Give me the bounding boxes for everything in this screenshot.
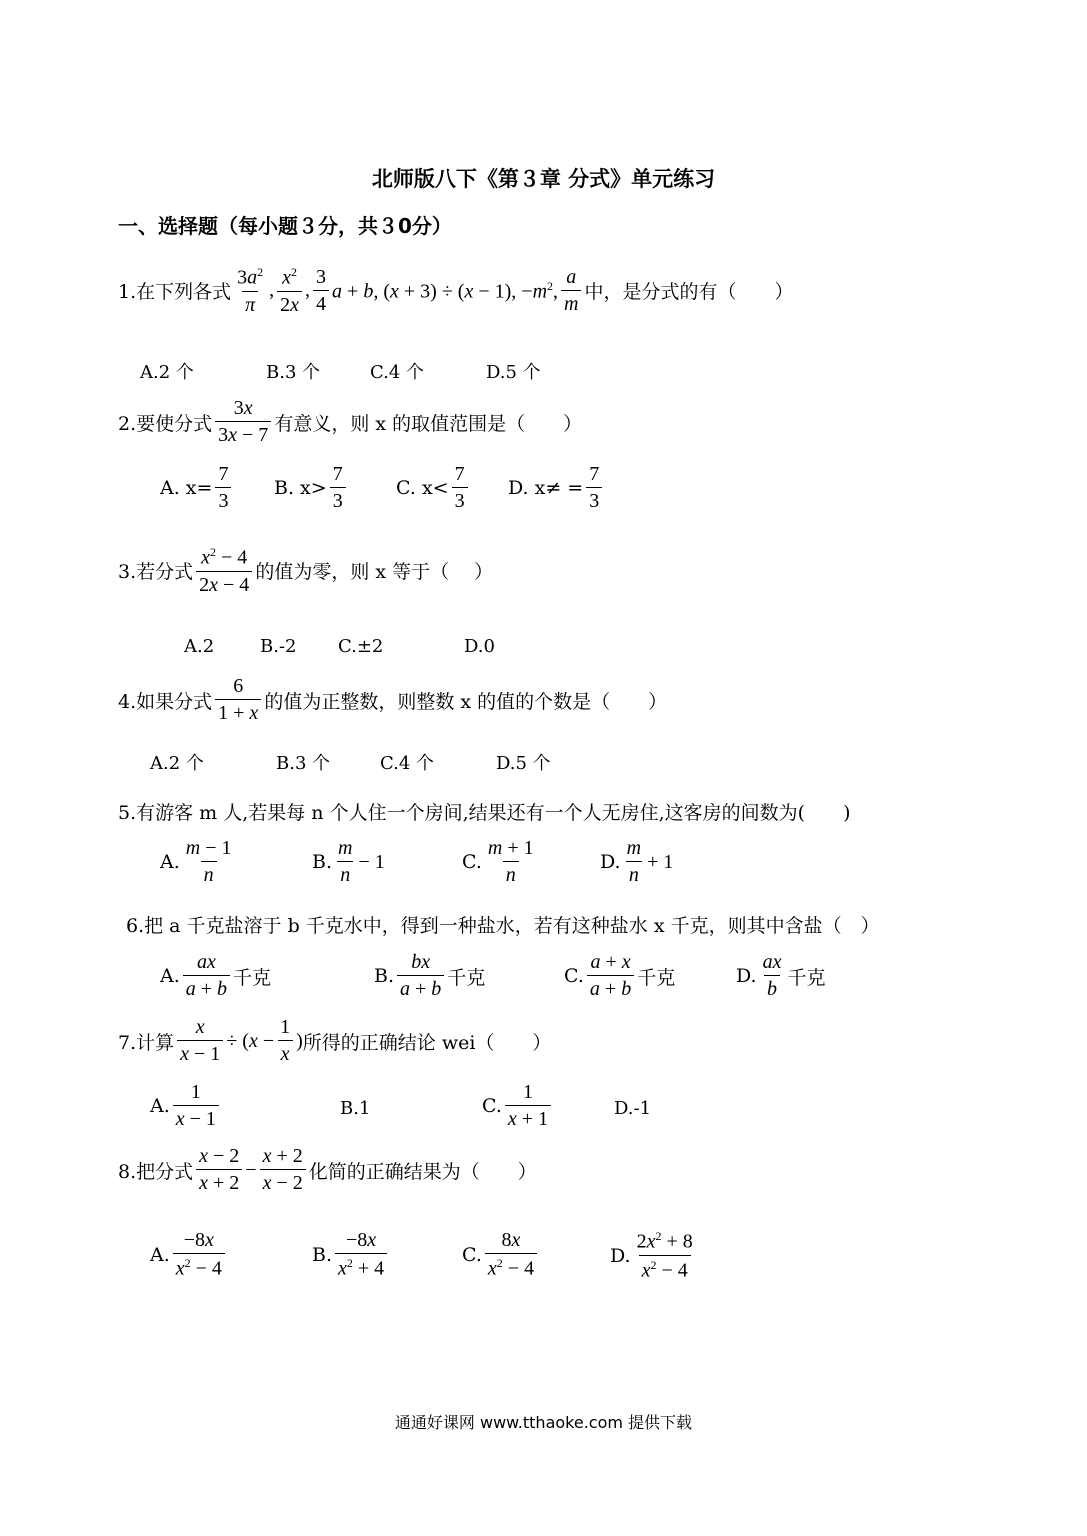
question-2: [118, 398, 582, 446]
q1-expr-last: $\frac{a}{m}$: [561, 267, 581, 315]
q6-option-b-label: B.: [374, 965, 395, 987]
q5-option-b-label: B.: [312, 851, 333, 873]
q2-prefix: 2.要使分式: [118, 412, 213, 435]
q6-option-c-unit: 千克: [637, 966, 676, 989]
q5-option-a-label: A.: [160, 851, 180, 873]
q1-option-d: D.5 个: [486, 362, 541, 383]
q3-suffix: 的值为零，则 x 等于（ ）: [255, 561, 494, 584]
q7-option-a-label: A.: [150, 1095, 170, 1117]
q4-prefix: 4.如果分式: [118, 690, 213, 713]
question-4: [118, 676, 667, 724]
q4-option-d: D.5 个: [496, 753, 551, 774]
q6-option-d: D. $\frac{ax}{b}$ 千克: [736, 951, 826, 1000]
q8-option-a-label: A.: [150, 1243, 170, 1266]
q8-option-a: A. $\frac{-8x}{x^2 - 4}$: [150, 1230, 228, 1280]
q2-option-c: C. x< $\frac{7}{3}$: [396, 464, 471, 512]
q4-option-c: C.4 个: [380, 753, 435, 774]
q7-option-a: A. $\frac{1}{x - 1}$: [150, 1082, 222, 1130]
question-7: 7.计算 $\frac{x}{x - 1}$ ÷ (x − $\frac{1}{x}$ ) 所得的正确结论 wei（ ）: [118, 1016, 552, 1065]
q7-option-b: B.1: [340, 1098, 371, 1119]
q5-option-d-label: D.: [600, 851, 621, 873]
q6-option-a-unit: 千克: [233, 966, 272, 989]
q8-option-b-label: B.: [312, 1243, 333, 1266]
q2-option-d-label: D. x≠ =: [508, 477, 584, 499]
q7-prefix: 7.计算: [118, 1031, 175, 1054]
q8-option-d: D. $\frac{2x^2 + 8}{x^2 - 4}$: [610, 1229, 693, 1282]
q6-option-a-label: A.: [160, 965, 180, 987]
q8-option-d-label: D.: [610, 1244, 631, 1267]
q1-expr-3: $\frac{3}{4}$: [313, 267, 329, 315]
q6-option-b: B. $\frac{bx}{a + b}$ 千克: [374, 951, 486, 1000]
q5-option-b: B. $\frac{m}{n}$ − 1: [312, 837, 385, 886]
q6-option-d-unit: 千克: [787, 966, 826, 989]
q2-option-d: D. x≠ = $\frac{7}{3}$: [508, 464, 605, 512]
q1-option-c: C.4 个: [370, 362, 425, 383]
q5-option-c: C. $\frac{m + 1}{n}$: [462, 837, 534, 886]
q7-suffix: 所得的正确结论 wei（ ）: [302, 1031, 552, 1054]
q1-option-a: A.2 个: [140, 362, 194, 383]
q7-expr-2: $\frac{1}{x}$: [277, 1017, 293, 1065]
q1-option-b: B.3 个: [266, 362, 321, 383]
question-8: 8.把分式 $\frac{x - 2}{x + 2}$ − $\frac{x + 2}{x - 2}$ 化简的正确结果为（ ）: [118, 1145, 537, 1194]
q6-option-d-label: D.: [736, 965, 757, 987]
footer-text: 通通好课网 www.tthaoke.com 提供下载: [394, 1413, 693, 1432]
q8-option-c-label: C.: [462, 1243, 482, 1266]
q6-option-c: C. $\frac{a + x}{a + b}$ 千克: [564, 951, 676, 1000]
q1-expr-1: $\frac{3a^2}{\pi}$: [237, 265, 264, 316]
section-heading: 一、选择题（每小题３分，共３0分）: [118, 214, 452, 238]
q5-option-c-label: C.: [462, 851, 482, 873]
q6-option-a: A. $\frac{ax}{a + b}$ 千克: [160, 951, 272, 1000]
q2-expr: $\frac{3x}{3x - 7}$: [215, 398, 271, 446]
q8-expr-1: $\frac{x - 2}{x + 2}$: [196, 1146, 242, 1194]
q8-suffix: 化简的正确结果为（ ）: [308, 1160, 537, 1183]
q4-expr: $\frac{6}{1 + x}$: [215, 676, 261, 724]
q3-expr: $\frac{x^2 - 4}{2x - 4}$: [196, 546, 252, 596]
q2-option-b: B. x> $\frac{7}{3}$: [274, 464, 349, 512]
q2-option-a-label: A. x=: [160, 477, 213, 499]
q7-option-c-label: C.: [482, 1095, 502, 1117]
q1-prefix: 1.在下列各式: [118, 281, 232, 304]
q3-option-c: C.±2: [338, 636, 384, 657]
q7-option-d: D.-1: [614, 1098, 652, 1119]
q5-option-d: D. $\frac{m}{n}$ + 1: [600, 837, 674, 886]
question-5: 5.有游客 m 人,若果每 n 个人住一个房间,结果还有一个人无房住,这客房的间数为( ): [118, 802, 851, 824]
q2-option-b-label: B. x>: [274, 477, 327, 499]
page-title: 北师版八下《第３章 分式》单元练习: [371, 167, 716, 191]
question-1: 1.在下列各式 $\frac{3a^2}{\pi}$ , $\frac{x^2}{2x}$ , $\frac{3}{4}$ a + b, (x + 3) ÷ (x − 1), $-m^2$, $\frac{a}{m}$ 中，是分式的有（ ）: [118, 265, 794, 316]
q2-suffix: 有意义，则 x 的取值范围是（ ）: [274, 412, 583, 435]
q8-prefix: 8.把分式: [118, 1160, 194, 1183]
q2-option-c-label: C. x<: [396, 477, 449, 499]
q6-option-c-label: C.: [564, 965, 584, 987]
q7-option-c: C. $\frac{1}{x + 1}$: [482, 1082, 554, 1130]
q8-option-b: B. $\frac{-8x}{x^2 + 4}$: [312, 1230, 390, 1280]
q7-expr-1: $\frac{x}{x - 1}$: [177, 1017, 223, 1065]
q8-option-c: C. $\frac{8x}{x^2 - 4}$: [462, 1230, 540, 1280]
q4-option-a: A.2 个: [150, 753, 204, 774]
q4-suffix: 的值为正整数，则整数 x 的值的个数是（ ）: [264, 690, 668, 713]
q3-option-a: A.2: [184, 636, 215, 657]
q3-prefix: 3.若分式: [118, 561, 194, 584]
q1-expr-2: $\frac{x^2}{2x}$: [277, 266, 302, 316]
q1-suffix: 中，是分式的有（ ）: [584, 281, 794, 304]
q5-option-a: A. $\frac{m - 1}{n}$: [160, 837, 232, 886]
q8-expr-2: $\frac{x + 2}{x - 2}$: [260, 1146, 306, 1194]
q1-expr-rest: a + b, (x + 3) ÷ (x − 1), $-m^2$,: [332, 278, 559, 303]
q3-option-b: B.-2: [260, 636, 297, 657]
question-3: [118, 546, 493, 596]
q2-option-a: A. x= $\frac{7}{3}$: [160, 464, 234, 512]
question-6: 6.把 a 千克盐溶于 b 千克水中，得到一种盐水，若有这种盐水 x 千克，则其中含盐（ ）: [126, 915, 880, 937]
q4-option-b: B.3 个: [276, 753, 331, 774]
q3-option-d: D.0: [464, 636, 495, 657]
q6-option-b-unit: 千克: [447, 966, 486, 989]
